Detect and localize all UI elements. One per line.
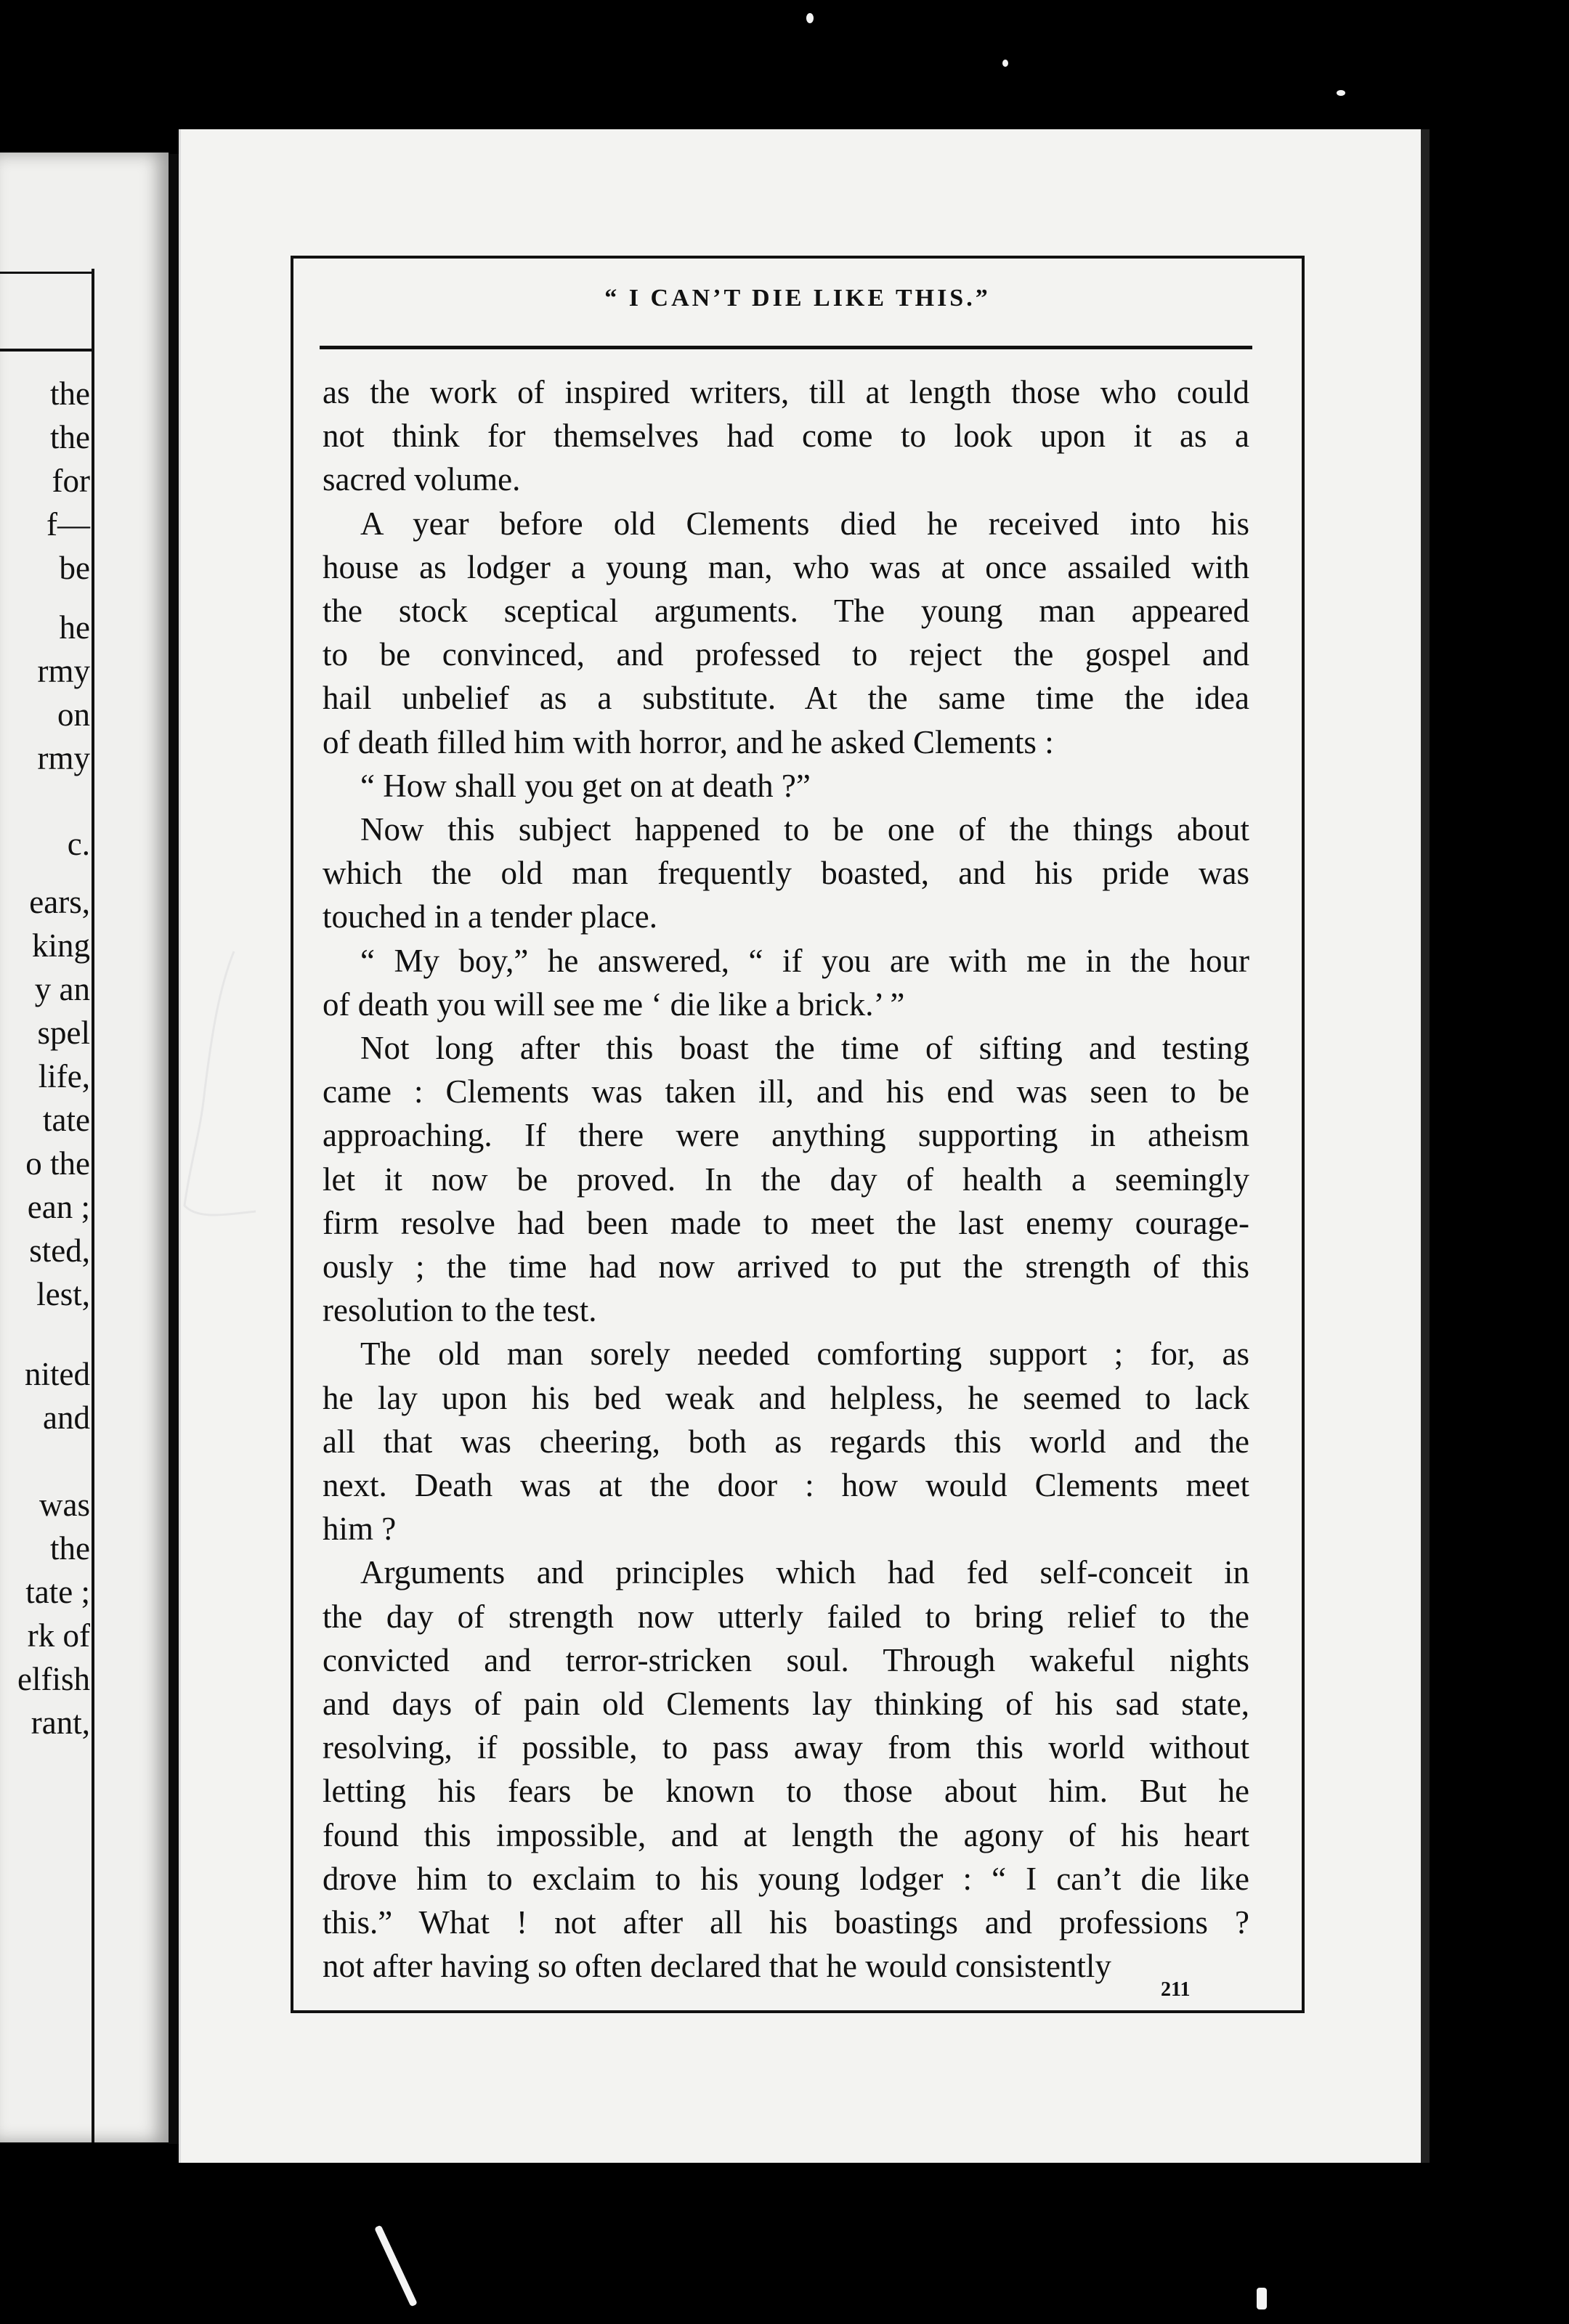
previous-page-line-fragment: ean ; bbox=[27, 1189, 90, 1225]
text-line: Now this subject happened to be one of the things about bbox=[360, 811, 1249, 848]
previous-page-line-fragment: be bbox=[59, 550, 90, 586]
previous-page-line-fragment: king bbox=[31, 927, 90, 964]
previous-page-line-fragment: spel bbox=[37, 1015, 90, 1051]
text-line: approaching. If there were anything supporting in atheism bbox=[323, 1117, 1249, 1154]
page-number: 211 bbox=[1161, 1978, 1191, 2001]
text-line: he lay upon his bed weak and helpless, he seemed to lack bbox=[323, 1379, 1249, 1416]
previous-page-line-fragment: sted, bbox=[29, 1232, 90, 1269]
text-line: the day of strength now utterly failed to bring relief to the bbox=[323, 1598, 1249, 1635]
previous-page-line-fragment: rmy bbox=[37, 740, 90, 776]
previous-page-line-fragment: o the bbox=[25, 1145, 90, 1182]
dust-speck bbox=[374, 2225, 418, 2307]
previous-page-line-fragment: was bbox=[39, 1487, 90, 1523]
text-line: The old man sorely needed comforting support ; for, as bbox=[360, 1336, 1249, 1373]
previous-page-line-fragment: c. bbox=[67, 826, 90, 862]
previous-page-line-fragment: elfish bbox=[17, 1661, 90, 1697]
previous-page-line-fragment: the bbox=[50, 419, 90, 455]
text-line: ously ; the time had now arrived to put the strength of this bbox=[323, 1248, 1249, 1285]
text-line: and days of pain old Clements lay thinking of his sad state, bbox=[323, 1686, 1249, 1722]
previous-page-line-fragment: and bbox=[43, 1399, 90, 1436]
previous-page-line-fragment: he bbox=[59, 609, 90, 646]
previous-page-line-fragment: y an bbox=[34, 971, 90, 1007]
text-line: not think for themselves had come to look upon it as a bbox=[323, 418, 1249, 455]
previous-page-line-fragment: rant, bbox=[31, 1705, 90, 1741]
text-line: came : Clements was taken ill, and his end was seen to be bbox=[323, 1073, 1249, 1110]
previous-page-line-fragment: life, bbox=[38, 1058, 90, 1094]
text-line: firm resolve had been made to meet the last enemy courage- bbox=[323, 1204, 1249, 1241]
text-line: all that was cheering, both as regards this world and the bbox=[323, 1423, 1249, 1460]
previous-page-line-fragment: rmy bbox=[37, 653, 90, 689]
previous-page-header-rule bbox=[0, 272, 92, 274]
text-line: letting his fears be known to those about him. But he bbox=[323, 1773, 1249, 1810]
header-rule bbox=[320, 346, 1252, 349]
dust-speck bbox=[806, 13, 814, 23]
text-line: this.” What ! not after all his boastings and professions ? bbox=[323, 1904, 1249, 1941]
text-line: “ My boy,” he answered, “ if you are with me in the hour bbox=[360, 942, 1249, 979]
dust-speck bbox=[1257, 2288, 1267, 2309]
previous-page-line-fragment: tate bbox=[43, 1102, 90, 1138]
previous-page-line-fragment: the bbox=[50, 1530, 90, 1567]
previous-page-line-fragment: for bbox=[52, 463, 90, 499]
stray-thread bbox=[176, 944, 263, 1256]
running-head: “ I CAN’T DIE LIKE THIS.” bbox=[604, 285, 991, 312]
previous-page bbox=[0, 153, 169, 2142]
previous-page-line-fragment: lest, bbox=[36, 1276, 90, 1312]
text-line: him ? bbox=[323, 1511, 397, 1548]
text-line: next. Death was at the door : how would Clements meet bbox=[323, 1467, 1249, 1503]
text-line: resolving, if possible, to pass away from this world without bbox=[323, 1729, 1249, 1766]
previous-page-frame-rule bbox=[92, 269, 94, 2142]
text-line: hail unbelief as a substitute. At the same time the idea bbox=[323, 680, 1249, 717]
text-line: A year before old Clements died he received into his bbox=[360, 505, 1249, 542]
text-line: let it now be proved. In the day of health a seemingly bbox=[323, 1161, 1249, 1198]
previous-page-line-fragment: the bbox=[50, 375, 90, 412]
text-line: to be convinced, and professed to reject the gospel and bbox=[323, 636, 1249, 673]
text-line: the stock sceptical arguments. The young man appeared bbox=[323, 593, 1249, 629]
text-line: Not long after this boast the time of sifting and testing bbox=[360, 1030, 1249, 1066]
page-edge-shadow bbox=[1421, 129, 1430, 2163]
previous-page-line-fragment: tate ; bbox=[25, 1574, 90, 1610]
text-line: which the old man frequently boasted, and his pride was bbox=[323, 855, 1249, 892]
text-line: touched in a tender place. bbox=[323, 898, 658, 935]
text-line: not after having so often declared that he would consistently bbox=[323, 1948, 1111, 1985]
dust-speck bbox=[1337, 90, 1345, 96]
text-line: found this impossible, and at length the agony of his heart bbox=[323, 1816, 1249, 1853]
text-line: sacred volume. bbox=[323, 461, 521, 498]
text-line: of death you will see me ‘ die like a brick.’ ” bbox=[323, 986, 905, 1023]
text-line: resolution to the test. bbox=[323, 1292, 597, 1329]
text-line: drove him to exclaim to his young lodger : “ I can’t die like bbox=[323, 1860, 1249, 1897]
previous-page-line-fragment: ears, bbox=[29, 884, 90, 920]
previous-page-line-fragment: f— bbox=[46, 506, 90, 543]
previous-page-text-rule bbox=[0, 349, 92, 352]
text-line: “ How shall you get on at death ?” bbox=[360, 767, 811, 804]
dust-speck bbox=[1002, 60, 1008, 67]
previous-page-line-fragment: on bbox=[57, 696, 90, 733]
previous-page-line-fragment: rk of bbox=[27, 1617, 90, 1654]
text-line: of death filled him with horror, and he asked Clements : bbox=[323, 723, 1054, 760]
text-line: house as lodger a young man, who was at once assailed with bbox=[323, 548, 1249, 585]
text-line: convicted and terror-stricken soul. Through wakeful nights bbox=[323, 1641, 1249, 1678]
text-line: as the work of inspired writers, till at length those who could bbox=[323, 374, 1249, 410]
previous-page-line-fragment: nited bbox=[25, 1356, 90, 1392]
text-line: Arguments and principles which had fed self-conceit in bbox=[360, 1554, 1249, 1591]
